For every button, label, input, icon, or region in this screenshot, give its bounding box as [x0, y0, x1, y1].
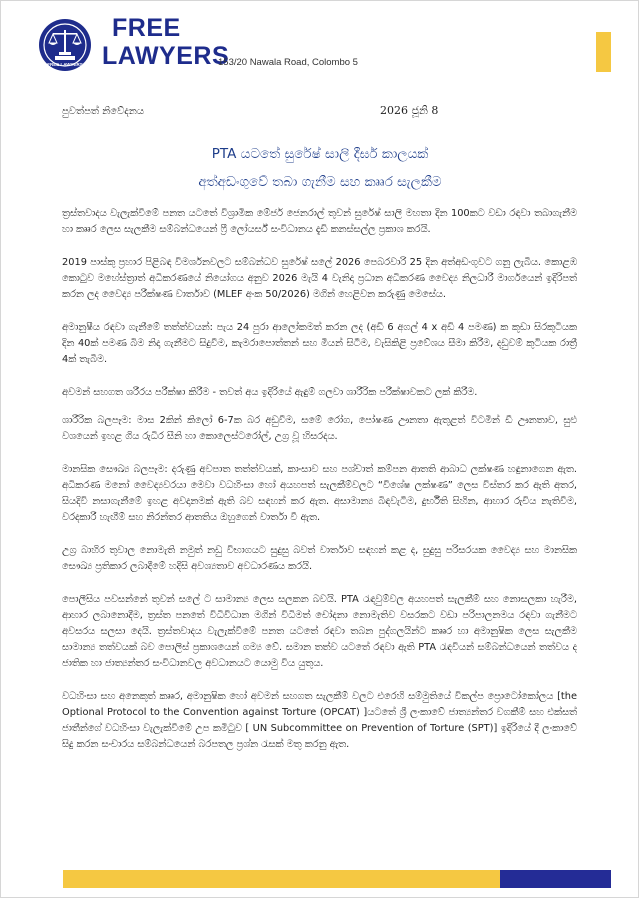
- paragraph-police-statement: පොලීසිය පවසන්නේ තුවන් සලේ ට සාමාන්‍ය ලෙස සලකන බවයි. PTA රැඳවුම්වල අයහපත් සැලකීම් සහ නොසලකා හැරීම, ආහාර ලබානොදීම, ත්‍රස්ත පනතේ විධිවිධාන මගින් විධිමත් චෝදනා නොමැතිව වසරකට වඩා පරිපාලනමය රඳවා ගැනීමට අවසරය සලසා දෙයි. ත්‍රස්තවාදය වැලැක්වීමේ පනත යටතේ රඳවා තබන පුද්ගලයින්ට කෲර හා අමානුෂික ලෙස සැලකීම සාමාන්‍ය තත්වයක් බව පොලිස් ප්‍රකාශයෙන් ගම්‍ය වේ. සමාන තත්ව යටතේ රඳවා ඇති PTA රැඳවියන් සම්බන්ධයෙන් තත්වය ද ජාතික හා ජාත්‍යන්තර සංවිධානවල අවධානයට යොමු විය යුතුය.: [62, 594, 577, 669]
- office-address: 153/20 Nawala Road, Colombo 5: [218, 57, 358, 68]
- title-line-1: PTA යටතේ සුරේෂ් සාලි දීර්ඝ කාලයක්: [211, 146, 429, 162]
- footer-yellow-bar: [63, 870, 500, 888]
- logo-text: FREE LAWYERS: [47, 62, 83, 67]
- brand-name-line1: FREE: [112, 14, 181, 42]
- document-type-label: පුවත්පත් නිවේදනය: [62, 106, 145, 117]
- paragraph-physical-impact: ශාරීරික බලපෑම: මාස 2කින් කිලෝ 6-7ක බර අඩුවීම, සමේ රෝග, පෝෂණ ඌනතා ඇතුළත් විටමින් ඩී ඌනතාව, සුළු වශයෙන් ඉහළ ගිය රුධිර සීනි හා කොලෙස්ටරෝල්, උග්‍ර වූ හිසරදය.: [62, 415, 577, 442]
- paragraph-detention-conditions: අමානුෂීය රඳවා ගැනීමේ තත්ත්වයන්: පැය 24 පුරා ආලෝකමත් කරන ලද (අඩි 6 අගල් 4 x අඩි 4 පමණ) ක කුඩා සිරකුටියක දින 40ක් පමණ බිම නිදා ගැනීමට සිදුවීම, කැමරාපොත්තන් සහ මීයන් සිටීම, වැසිකිළි ප්‍රවේශය සීමා කිරීම, දඩුවම් කුටියක රාත්‍රී 4ක් තැබීම.: [62, 322, 577, 365]
- brand-name-line2: LAWYERS: [102, 42, 230, 70]
- paragraph-treatment-need: උග්‍ර බාහිර තුවාල නොමැති නමුත් නඩු විභාගයට සුදුසු බවත් වාර්තාව සඳහන් කළ ද, සුදුසු පරිසරයක වෛද්‍ය සහ මානසික සෞඛ්‍ය ප්‍රතිකාර ලබාදීමේ හදිසි අවශ්‍යතාව අවධාරණය කරයි.: [62, 545, 577, 572]
- title-line-2: අත්අඩංගුවේ තබා ගැනීම සහ කෲර සැලකීම: [198, 174, 442, 190]
- footer-blue-bar: [500, 870, 611, 888]
- press-release-body: [62, 206, 577, 770]
- header-accent-bar: [596, 32, 611, 72]
- paragraph-arrest-background: 2019 පාස්කු ප්‍රහාර පිළිබඳ විමර්ශනවලට සම්බන්ධව සුරේෂ් සලේ 2026 පෙබරවාරි 25 දින අත්අඩංගුවට ගනු ලැබීය. කොළඹ කොටුව මහේස්ත්‍රාත් අධිකරණයේ නියෝගය අනුව 2026 මැයි 4 වැනිදා ප්‍රධාන අධිකරණ වෛද්‍ය නිලධාරී මාර්ගයෙන් ඉදිරිපත් කරන ලද වෛද්‍ය පරීක්ෂණ වාර්තාව (MLEF අංක 50/2026) මගින් හෙළිවන කරුණු මෙසේය.: [62, 257, 577, 300]
- scales-of-justice-icon: [38, 18, 92, 72]
- paragraph-intro: ත්‍රස්තවාදය වැලැක්වීමේ පනත යටතේ විශ්‍රාමික මේජර් ජෙනරාල් තුවන් සුරේෂ් සාලි මහතා දින 100කට වඩා රඳවා තබාගැනීම හා කෲර ලෙස සැලකීම සම්බන්ධයෙන් ෆ්‍රී ලෝයර්ස් සංවිධානය දැඩි කනස්සල්ල ප්‍රකාශ කරයි.: [62, 208, 577, 235]
- paragraph-strip-search: අවමන් සහගත ශරීරය පරීක්ෂා කිරීම - තවත් අය ඉදිරියේ ඇඳුම් ගලවා ශාරීරික පරීක්ෂාවකට ලක් කිරීම.: [62, 387, 478, 398]
- paragraph-opcat-obligations: වධහිංසා සහ අනෙකුත් කෲර, අමානුෂික හෝ අවමන් සහගත සැලකීම් වලට එරෙහි සම්මුතියේ විකල්ප ප්‍රොටෝකෝලය [the Optional Protocol to the Convention against Torture (OPCAT) ]යටතේ ශ්‍රී ලංකාවේ ජාත්‍යන්තර වගකීම් සහ එක්සත් ජාතීන්ගේ වධහිංසා වැලැක්වීමේ උප කමිටුව [ UN Subcommittee on Prevention of Torture (SPT)] ඉදිරියේ දී ලංකාවේ සිදු කරන සංචාරය සම්බන්ධයෙන් බරපතල ප්‍රශ්න රැසක් මතු කරනු ඇත.: [62, 691, 577, 750]
- paragraph-mental-health-impact: මානසික සෞඛ්‍ය බලපෑම: දරුණු අවපාත තත්ත්වයක්, කාංසාව සහ පශ්චාත් කම්පන ආතති ආබාධ ලක්ෂණ හඳුනාගෙන ඇත. අධිකරණ මනෝ වෛද්‍යවරයා මෙවා වධහිංසා හෝ අයහපත් සැලකීම්වලට “විශේෂ ලක්ෂණ” ලෙස විස්තර කර ඇති අතර, සියදිවි නසාගැනීමේ ඉහළ අවදානමක් ඇති බව සඳහන් කර ඇත. අසාමාන්‍ය බිඳවැටීම, දුර්භීති සිහින, ආහාර රුචිය නැතිවීම, වරදකාරී හැඟීම් සහ නිරන්තර ආතතිය ඔහුගෙන් වාර්තා වී ඇත.: [62, 464, 577, 523]
- document-date: 2026 ජූනි 8: [380, 104, 439, 117]
